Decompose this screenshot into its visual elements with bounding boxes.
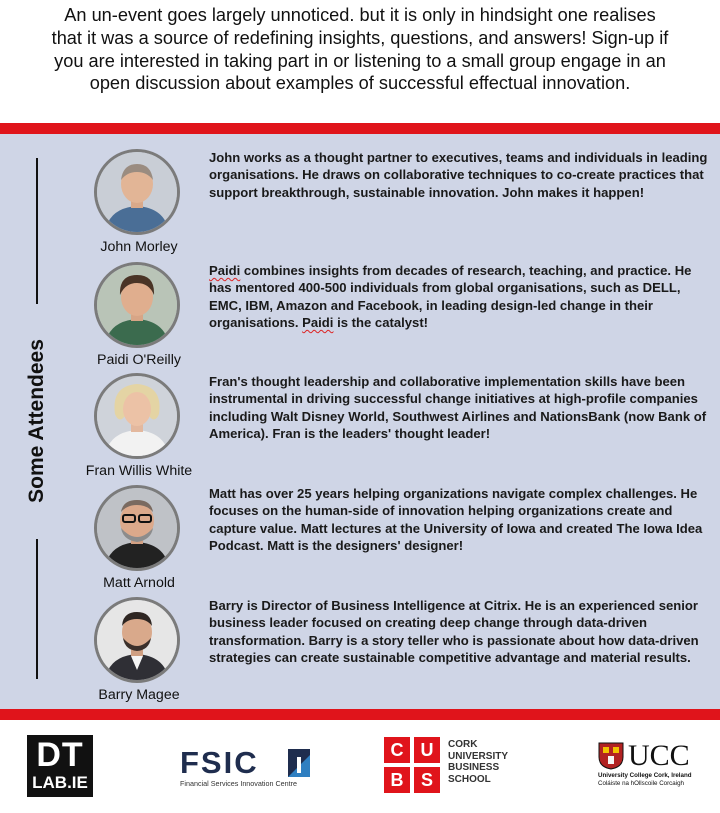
fsic-logo — [180, 746, 312, 790]
bio-text: combines insights from decades of research, teaching, and practice. He has mentored 400-500 individuals from global organisations, such as DELL, EMC, IBM, Amazon and Facebook, in leading design-led change in their organisations. — [209, 263, 692, 331]
cubs-line: BUSINESS — [448, 762, 500, 773]
attendee-name: John Morley — [100, 239, 178, 255]
intro-paragraph — [0, 4, 720, 95]
avatar — [94, 485, 180, 571]
attendee-bio — [209, 262, 715, 332]
dtlab-logo-top: DT — [36, 736, 84, 774]
intro-line-3: you are interested in taking part in or listening to a small group engage in an — [54, 50, 666, 71]
side-label: Some Attendees — [25, 339, 48, 503]
intro-line-1: An un-event goes largely unnoticed. but it is only in hindsight one realises — [64, 5, 656, 25]
attendee-name: Fran Willis White — [85, 463, 193, 479]
attendee-bio: Fran's thought leadership and collaborative implementation skills have been instrumental in driving successful change initiatives at high-profile companies including Walt Disney World, Southwest Airlines and NationsBank (now Bank of America). Fran is the leaders' thought leader! — [209, 374, 707, 442]
attendees-panel — [0, 134, 720, 709]
side-line-upper — [36, 158, 38, 304]
dtlab-logo — [27, 735, 93, 797]
person-silhouette-icon — [97, 265, 177, 345]
ucc-subtitle-irish: Coláiste na hOllscoile Corcaigh — [598, 780, 684, 787]
attendee-name: Matt Arnold — [103, 575, 175, 591]
ucc-subtitle-english: University College Cork, Ireland — [598, 772, 692, 779]
fsic-subtitle: Financial Services Innovation Centre — [180, 779, 298, 788]
avatar — [94, 597, 180, 683]
side-label-area — [0, 134, 78, 709]
person-silhouette-icon — [97, 152, 177, 232]
side-line-lower — [36, 539, 38, 679]
bio-name-word-2: Paidi — [302, 315, 334, 331]
fsic-mark-icon — [288, 749, 310, 777]
attendee-bio: John works as a thought partner to executives, teams and individuals in leading organisations. He draws on collaborative techniques to co-create practices that support breakthrough, sustainable innovation. John makes it happen! — [209, 150, 708, 200]
ucc-logo — [598, 739, 698, 792]
cubs-line: CORK — [448, 739, 478, 750]
bio-text-end: is the catalyst! — [333, 315, 429, 331]
bottom-red-divider — [0, 709, 720, 720]
cubs-wordmark — [448, 739, 508, 785]
top-red-divider — [0, 123, 720, 134]
cubs-line: SCHOOL — [448, 773, 491, 785]
cubs-logo — [384, 737, 524, 793]
avatar — [94, 149, 180, 235]
cubs-letter-grid — [384, 737, 440, 793]
avatar — [94, 373, 180, 459]
sponsor-logos — [0, 720, 720, 813]
attendee-bio: Barry is Director of Business Intelligence at Citrix. He is an experienced senior business leader focused on creating deep change through data-driven transformation. Barry is a story teller who is passionate about how data-driven strategies can create sustainable competitive advantage and material results. — [209, 598, 699, 666]
intro-line-2: that it was a source of redefining insights, questions, and answers! Sign-up if — [51, 27, 669, 48]
ucc-wordmark: UCC — [628, 739, 690, 772]
cubs-line: UNIVERSITY — [448, 750, 509, 762]
person-silhouette-icon — [97, 376, 177, 456]
dtlab-logo-bottom: LAB.IE — [32, 773, 88, 792]
attendee-name: Barry Magee — [98, 687, 180, 703]
attendee-name: Paidi O'Reilly — [97, 352, 181, 368]
cubs-letter: B — [384, 767, 410, 793]
bio-name-word: Paidi — [209, 263, 241, 278]
cubs-letter: U — [414, 737, 440, 763]
cubs-letter: C — [384, 737, 410, 763]
crest-icon — [598, 742, 624, 770]
intro-line-4: open discussion about examples of successful effectual innovation. — [89, 73, 631, 94]
cubs-letter: S — [414, 767, 440, 793]
avatar — [94, 262, 180, 348]
fsic-wordmark: FSIC — [180, 745, 259, 780]
person-silhouette-icon — [97, 600, 177, 680]
person-silhouette-icon — [97, 488, 177, 568]
attendee-bio: Matt has over 25 years helping organizations navigate complex challenges. He focuses on the human-side of innovation helping organizations create and capture value. Matt lectures at the University of Iowa and created The Iowa Idea Podcast. Matt is the designers' designer! — [209, 486, 703, 554]
